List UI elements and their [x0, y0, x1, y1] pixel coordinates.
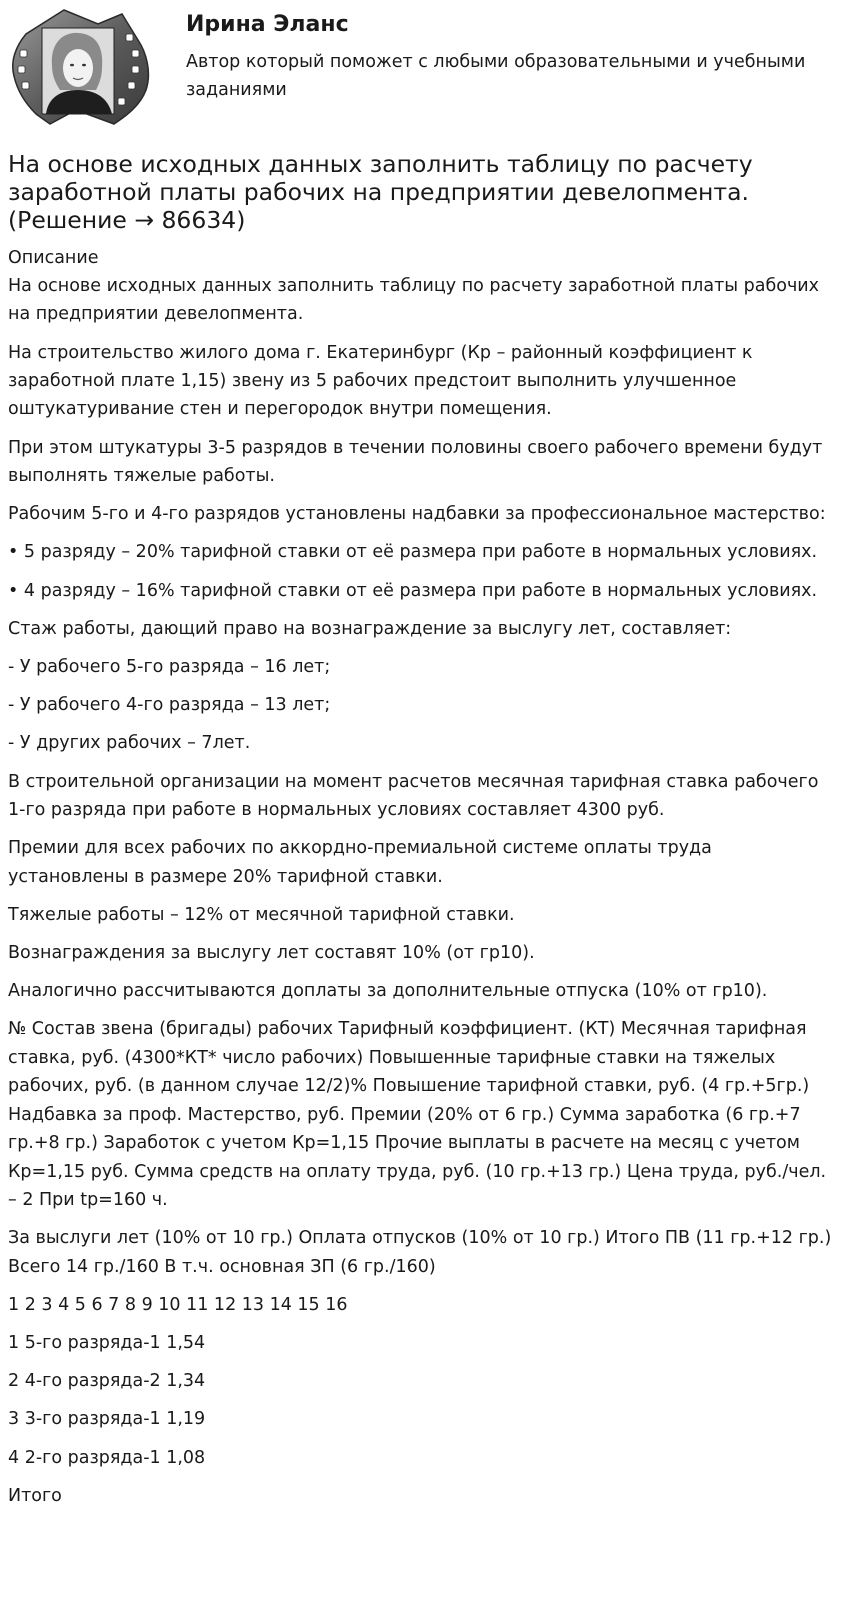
table-column-numbers: 1 2 3 4 5 6 7 8 9 10 11 12 13 14 15 16: [8, 1294, 348, 1315]
list-item: - У рабочего 5-го разряда – 16 лет;: [8, 657, 331, 678]
paragraph: На строительство жилого дома г. Екатеринбург (Кр – районный коэффициент к заработной плате 1,15) звену из 5 рабочих предстоит выполнить улучшенное оштукатуривание стен и перегородок внутри помещения.: [8, 342, 753, 420]
author-name: Ирина Эланс: [186, 12, 349, 37]
table-header-text: № Состав звена (бригады) рабочих Тарифный коэффициент. (КТ) Месячная тарифная ставка, руб. (4300*КТ* число рабочих) Повышенные тарифные ставки на тяжелых рабочих, руб. (в данном случае 12/2)% Повышение тарифной ставки, руб. (4 гр.+5гр.) Надбавка за проф. Мастерство, руб. Премии (20% от 6 гр.) Сумма заработка (6 гр.+7 гр.+8 гр.) Заработок с учетом Кр=1,15 Прочие выплаты в расчете на месяц с учетом Кр=1,15 руб. Сумма средств на оплату труда, руб. (10 гр.+13 гр.) Цена труда, руб./чел. – 2 При tр=160 ч.: [8, 1019, 827, 1210]
author-avatar: [6, 6, 152, 128]
description-body: [8, 272, 839, 1510]
table-row: 4 2-го разряда-1 1,08: [8, 1447, 206, 1468]
paragraph: Тяжелые работы – 12% от месячной тарифной ставки.: [8, 904, 515, 925]
list-item: • 4 разряду – 16% тарифной ставки от её размера при работе в нормальных условиях.: [8, 580, 818, 601]
paragraph: При этом штукатуры 3-5 разрядов в течении половины своего рабочего времени будут выполнять тяжелые работы.: [8, 437, 823, 487]
table-header-text: За выслуги лет (10% от 10 гр.) Оплата отпусков (10% от 10 гр.) Итого ПВ (11 гр.+12 гр.) Всего 14 гр./160 В т.ч. основная ЗП (6 гр./160): [8, 1228, 832, 1277]
main-content: [0, 150, 847, 1510]
description-label: Описание: [8, 248, 99, 268]
table-row: 2 4-го разряда-2 1,34: [8, 1371, 206, 1392]
table-row: 3 3-го разряда-1 1,19: [8, 1409, 206, 1430]
page-title: На основе исходных данных заполнить таблицу по расчету заработной платы рабочих на предприятии девелопмента. (Решение → 86634): [8, 150, 753, 234]
paragraph: Вознаграждения за выслугу лет составят 10% (от гр10).: [8, 943, 535, 964]
paragraph: Стаж работы, дающий право на вознаграждение за выслугу лет, составляет:: [8, 618, 732, 639]
paragraph: Премии для всех рабочих по аккордно-премиальной системе оплаты труда установлены в размере 20% тарифной ставки.: [8, 838, 712, 887]
paragraph: В строительной организации на момент расчетов месячная тарифная ставка рабочего 1-го разряда при работе в нормальных условиях составляет 4300 руб.: [8, 771, 819, 821]
table-row: 1 5-го разряда-1 1,54: [8, 1332, 206, 1353]
paragraph: Аналогично рассчитываются доплаты за дополнительные отпуска (10% от гр10).: [8, 981, 768, 1002]
author-description: Автор который поможет с любыми образовательными и учебными заданиями: [186, 52, 806, 100]
list-item: - У рабочего 4-го разряда – 13 лет;: [8, 695, 331, 716]
table-total-row: Итого: [8, 1485, 62, 1506]
author-header: [0, 0, 847, 140]
list-item: - У других рабочих – 7лет.: [8, 733, 251, 754]
paragraph: Рабочим 5-го и 4-го разрядов установлены надбавки за профессиональное мастерство:: [8, 504, 826, 525]
paragraph: На основе исходных данных заполнить таблицу по расчету заработной платы рабочих на предприятии девелопмента.: [8, 276, 820, 325]
list-item: • 5 разряду – 20% тарифной ставки от её размера при работе в нормальных условиях.: [8, 542, 818, 563]
